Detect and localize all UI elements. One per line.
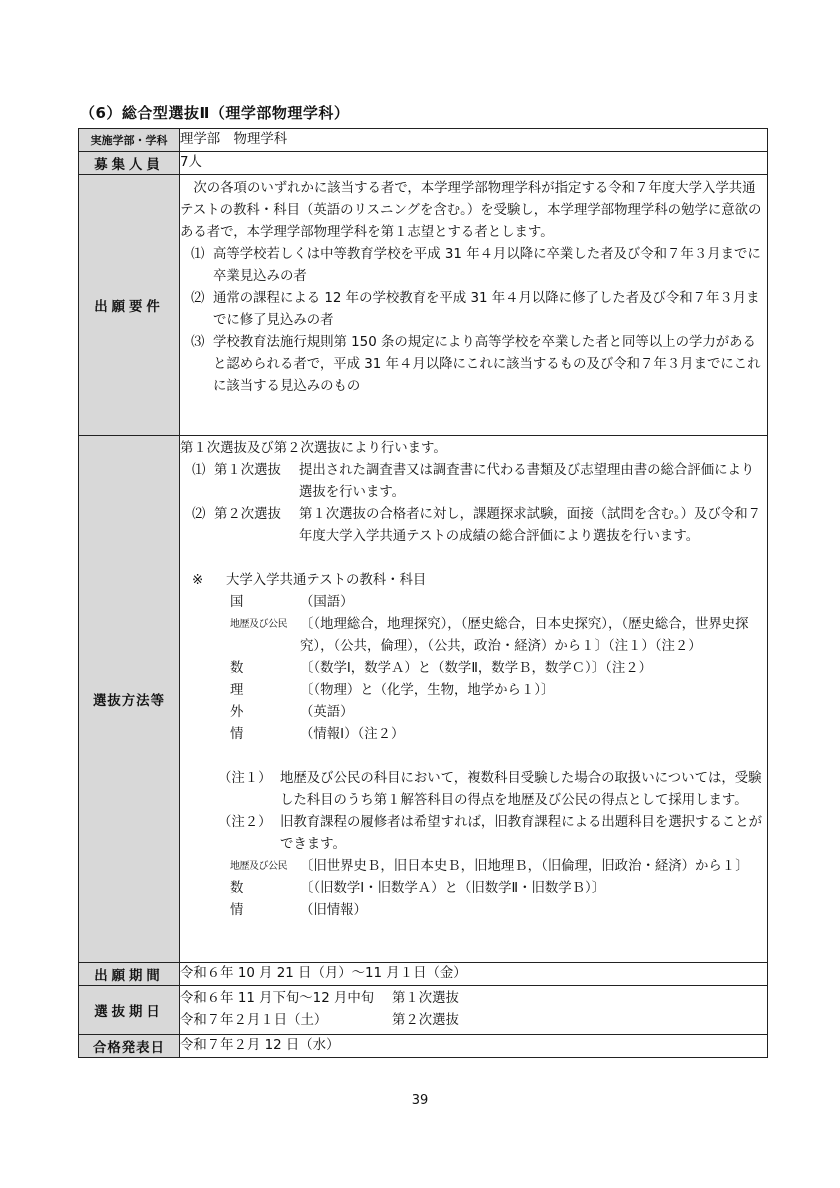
subjects-heading <box>180 570 767 592</box>
row-faculty <box>79 129 768 152</box>
subject-name: 地歴及び公民 <box>230 861 287 872</box>
row-selection <box>79 436 768 963</box>
value-announcement: 令和７年２月 12 日（水） <box>180 1035 768 1058</box>
subject-line <box>180 724 767 746</box>
item-text: 学校教育法施行規則第 150 条の規定により高等学校を卒業した者と同等以上の学力があると認められる者で，平成 31 年４月以降にこれに該当するもの及び令和７年３月までにこれに該当する見込みのもの <box>213 335 761 394</box>
subject-line <box>180 702 767 724</box>
value-requirements <box>180 175 768 436</box>
subject-text: （情報Ⅰ）（注２） <box>300 727 405 742</box>
subjects-title: 大学入学共通テストの教科・科目 <box>226 573 427 588</box>
label-application-period: 出願期間 <box>79 963 180 986</box>
stage-text: 第１次選抜 <box>392 991 459 1006</box>
label-announcement: 合格発表日 <box>79 1035 180 1058</box>
item-number: ⑴ <box>191 247 205 262</box>
selection-stage <box>180 504 767 548</box>
date-text: 令和６年 11 月下旬～12 月中旬 <box>180 991 375 1006</box>
subject-text: 〔（物理）と（化学，生物，地学から１）〕 <box>300 683 555 698</box>
stage-name: 第２次選抜 <box>214 507 281 522</box>
stage-number: ⑵ <box>192 507 206 522</box>
row-application-period <box>79 963 768 986</box>
value-capacity: 7人 <box>180 152 768 175</box>
spacer <box>180 548 767 570</box>
subject-name: 情 <box>230 903 244 918</box>
row-selection-dates <box>79 986 768 1035</box>
subject-name: 地歴及び公民 <box>230 619 287 630</box>
row-requirements <box>79 175 768 436</box>
requirements-intro: 次の各項のいずれかに該当する者で，本学理学部物理学科が指定する令和７年度大学入学共通テストの教科・科目（英語のリスニングを含む。）を受験し，本学理学部物理学科の勉学に意欲のある者で，本学理学部物理学科を第１志望とする者とします。 <box>180 181 762 240</box>
subject-name: 外 <box>230 705 244 720</box>
subject-text: 〔旧世界史Ｂ，旧日本史Ｂ，旧地理Ｂ，（旧倫理，旧政治・経済）から１〕 <box>300 859 749 874</box>
note-line <box>180 768 767 812</box>
subject-line <box>180 658 767 680</box>
subject-line <box>180 614 767 658</box>
value-application-period: 令和６年 10 月 21 日（月）～11 月１日（金） <box>180 963 768 986</box>
subject-text: 〔（数学Ⅰ，数学Ａ）と（数学Ⅱ，数学Ｂ，数学Ｃ）〕（注２） <box>300 661 652 676</box>
old-subject-line <box>180 878 767 900</box>
requirements-table <box>78 128 768 1058</box>
selection-stage <box>180 460 767 504</box>
stage-number: ⑴ <box>192 463 206 478</box>
note-mark: ※ <box>192 573 204 588</box>
selection-intro: 第１次選抜及び第２次選抜により行います。 <box>180 441 447 456</box>
label-requirements: 出願要件 <box>79 175 180 436</box>
date-line <box>180 988 767 1010</box>
stage-name: 第１次選抜 <box>214 463 281 478</box>
date-text: 令和７年２月１日（土） <box>180 1013 328 1028</box>
item-text: 通常の課程による 12 年の学校教育を平成 31 年４月以降に修了した者及び令和７年３月までに修了見込みの者 <box>213 291 760 328</box>
subject-line <box>180 680 767 702</box>
requirement-item <box>180 244 767 288</box>
subject-name: 理 <box>230 683 244 698</box>
subject-name: 数 <box>230 881 244 896</box>
stage-text: 第１次選抜の合格者に対し，課題探求試験，面接（試問を含む。）及び令和７年度大学入学共通テストの成績の総合評価により選抜を行います。 <box>299 507 761 544</box>
requirement-item <box>180 332 767 398</box>
item-number: ⑵ <box>191 291 205 306</box>
item-number: ⑶ <box>191 335 205 350</box>
row-announcement <box>79 1035 768 1058</box>
subject-text: 〔（旧数学Ⅰ・旧数学Ａ）と（旧数学Ⅱ・旧数学Ｂ）〕 <box>300 881 606 896</box>
label-selection-dates: 選抜期日 <box>79 986 180 1035</box>
old-subject-line <box>180 856 767 878</box>
note-label: （注１） <box>218 771 272 786</box>
page-number: 39 <box>411 1093 429 1108</box>
item-text: 高等学校若しくは中等教育学校を平成 31 年４月以降に卒業した者及び令和７年３月までに卒業見込みの者 <box>213 247 761 284</box>
note-label: （注２） <box>218 815 272 830</box>
subject-name: 国 <box>230 595 244 610</box>
label-selection: 選抜方法等 <box>79 436 180 963</box>
value-selection-dates <box>180 986 768 1035</box>
requirement-item <box>180 288 767 332</box>
stage-text: 提出された調査書又は調査書に代わる書類及び志望理由書の総合評価により選抜を行います。 <box>299 463 755 500</box>
section-heading: （6）総合型選抜Ⅱ（理学部物理学科） <box>80 104 350 122</box>
subject-name: 情 <box>230 727 244 742</box>
old-subject-line <box>180 900 767 922</box>
note-text: 旧教育課程の履修者は希望すれば，旧教育課程による出題科目を選択することができます。 <box>280 815 763 852</box>
subject-line <box>180 592 767 614</box>
subject-text: 〔（地理総合，地理探究），（歴史総合，日本史探究），（歴史総合，世界史探究），（公共，倫理），（公共，政治・経済）から１〕（注１）（注２） <box>300 617 749 654</box>
subject-name: 数 <box>230 661 244 676</box>
label-faculty: 実施学部・学科 <box>79 129 180 152</box>
note-text: 地歴及び公民の科目において，複数科目受験した場合の取扱いについては，受験した科目のうち第１解答科目の得点を地歴及び公民の得点として採用します。 <box>280 771 762 808</box>
note-line <box>180 812 767 856</box>
row-capacity <box>79 152 768 175</box>
stage-text: 第２次選抜 <box>392 1013 459 1028</box>
subject-text: （国語） <box>300 595 354 610</box>
subject-text: （英語） <box>300 705 354 720</box>
subject-text: （旧情報） <box>300 903 367 918</box>
date-line <box>180 1010 767 1032</box>
value-faculty: 理学部 物理学科 <box>180 129 768 152</box>
spacer <box>180 746 767 768</box>
value-selection <box>180 436 768 963</box>
label-capacity: 募集人員 <box>79 152 180 175</box>
